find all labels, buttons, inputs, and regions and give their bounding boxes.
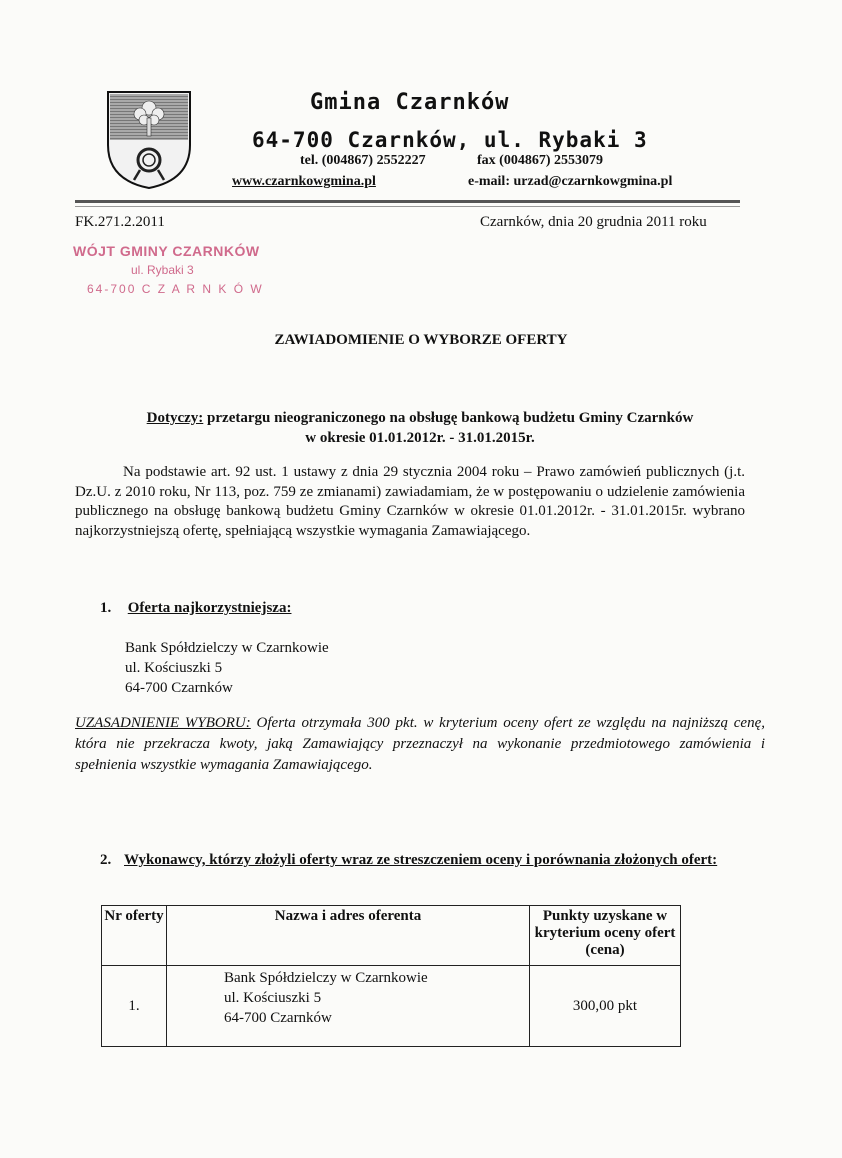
subject-line: przetargu nieograniczonego na obsługę bankową budżetu Gminy Czarnków [203,410,694,426]
justification-paragraph [75,713,765,776]
offer-points: 300,00 pkt [530,966,681,1047]
bidder-street: ul. Kościuszki 5 [224,990,322,1006]
header-divider [75,200,740,203]
section-2-heading [100,851,770,870]
document-title: ZAWIADOMIENIE O WYBORZE OFERTY [274,332,568,348]
offers-table [101,905,681,1047]
subject-lead: Dotyczy: [146,410,204,426]
table-header-row [102,906,681,966]
reference-number: FK.271.2.2011 [75,214,165,230]
official-stamp [73,242,264,299]
place-date: Czarnków, dnia 20 grudnia 2011 roku [480,214,707,230]
body-paragraph: Na podstawie art. 92 ust. 1 ustawy z dnia 29 stycznia 2004 roku – Prawo zamówień publicznych (j.t. Dz.U. z 2010 roku, Nr 113, poz. 759 ze zmianami) zawiadamiam, że w postępowaniu o udzielenie zamówienia publicznego na obsługę bankową budżetu Gminy Czarnków w okresie 01.01.2012r. - 31.01.2015r. wybrano najkorzystniejszą ofertę, spełniającą wszystkie wymagania Zamawiającego. [75,464,745,539]
offer-bidder [167,966,530,1047]
website-link[interactable]: www.czarnkowgmina.pl [232,174,376,189]
justification-text: Oferta otrzymała 300 pkt. w kryterium oceny ofert ze względu na najniższą cenę, która nie przekracza kwoty, jaką Zamawiający przeznaczył na wykonanie przedmiotowego zamówienia i spełnienia wszystkie wymagania Zamawiającego. [75,715,765,773]
justification-lead: UZASADNIENIE WYBORU: [75,715,251,731]
winning-offer-address [125,638,329,698]
municipality-address: 64-700 Czarnków, ul. Rybaki 3 [252,128,648,152]
bank-street: ul. Kościuszki 5 [125,660,223,676]
municipality-name: Gmina Czarnków [310,90,510,115]
bank-city: 64-700 Czarnków [125,680,233,696]
subject-period: w okresie 01.01.2012r. - 31.01.2015r. [305,430,535,446]
bidder-name: Bank Spółdzielczy w Czarnkowie [224,970,428,986]
stamp-line: 64-700 C Z A R N K Ó W [87,282,264,296]
section-title: Wykonawcy, którzy złożyli oferty wraz ze streszczeniem oceny i porównania złożonych ofert: [124,852,718,868]
bank-name: Bank Spółdzielczy w Czarnkowie [125,640,329,656]
column-header: Nr oferty [102,906,167,966]
offer-number: 1. [102,966,167,1047]
phone-number: tel. (004867) 2552227 [300,153,426,168]
table-row [102,966,681,1047]
section-title: Oferta najkorzystniejsza: [127,600,292,616]
section-number: 1. [100,600,112,616]
subject-block [80,408,760,448]
fax-number: fax (004867) 2553079 [477,153,603,168]
section-1-heading [100,600,291,617]
coat-of-arms-icon [106,90,192,190]
header-divider-thin [75,206,740,207]
stamp-line: ul. Rybaki 3 [131,263,194,277]
email-address[interactable]: e-mail: urzad@czarnkowgmina.pl [468,174,673,189]
bidder-city: 64-700 Czarnków [224,1010,332,1026]
stamp-line: WÓJT GMINY CZARNKÓW [73,243,260,259]
column-header: Punkty uzyskane w kryterium oceny ofert (cena) [530,906,681,966]
section-number: 2. [100,852,112,868]
column-header: Nazwa i adres oferenta [167,906,530,966]
